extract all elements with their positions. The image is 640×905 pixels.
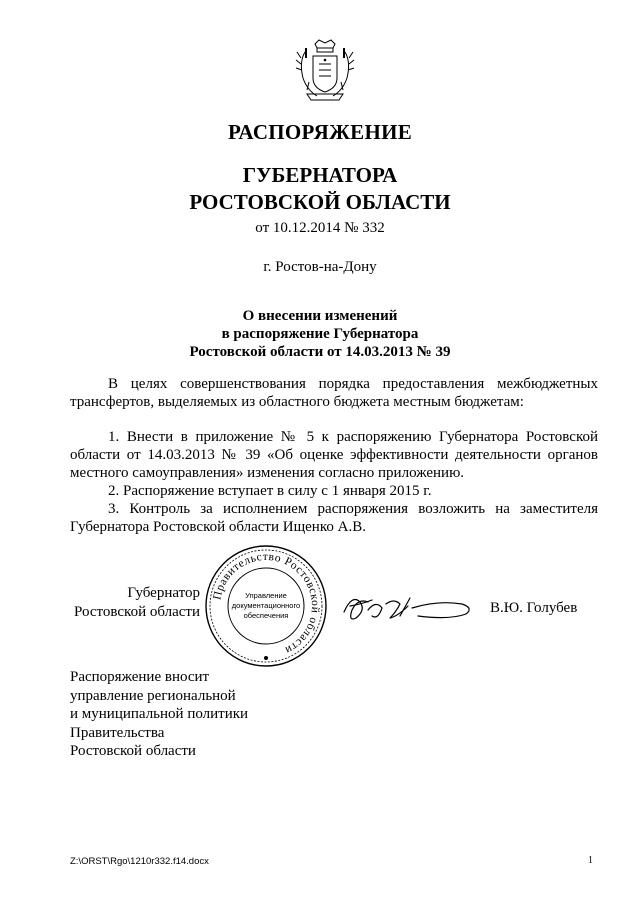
resolution-item: 1. Внести в приложение № 5 к распоряжению Губернатора Ростовской области от 14.03.2013 № 39 «Об оценке эффективности деятельности органов местного самоуправления» изменения согласно приложению. xyxy=(70,429,598,481)
issuer-title-line2: РОСТОВСКОЙ ОБЛАСТИ xyxy=(189,190,451,214)
resolution-item: 2. Распоряжение вступает в силу с 1 января 2015 г. xyxy=(108,483,432,499)
official-stamp xyxy=(202,542,330,670)
stamp-inner-line2: документационного xyxy=(231,601,301,610)
handwritten-signature xyxy=(338,580,478,632)
subject-line2: в распоряжение Губернатора xyxy=(221,326,419,342)
submitted-by-note xyxy=(70,668,248,761)
stamp-inner-line3: обеспечения xyxy=(243,611,289,620)
signatory-position-line1: Губернатор xyxy=(127,585,200,601)
signatory-position xyxy=(70,584,200,622)
document-subject xyxy=(0,307,640,361)
document-city: г. Ростов-на-Дону xyxy=(263,259,377,275)
note-line: управление региональной xyxy=(70,687,236,704)
resolution-item: 3. Контроль за исполнением распоряжения возложить на заместителя Губернатора Ростовской области Ищенко А.В. xyxy=(70,501,598,535)
note-line: Распоряжение вносит xyxy=(70,669,210,685)
document-date-number: от 10.12.2014 № 332 xyxy=(255,220,385,236)
issuer-title xyxy=(0,162,640,216)
signatory-name: В.Ю. Голубев xyxy=(490,600,578,616)
note-line: и муниципальной политики xyxy=(70,706,249,722)
page-number: 1 xyxy=(588,855,593,866)
subject-line1: О внесении изменений xyxy=(242,308,398,324)
stamp-ring-text: Правительство Ростовской области xyxy=(211,550,322,657)
stamp-inner-line1: Управление xyxy=(245,591,287,600)
document-type-title: РАСПОРЯЖЕНИЕ xyxy=(227,120,413,144)
signatory-position-line2: Ростовской области xyxy=(74,604,200,620)
issuer-title-line1: ГУБЕРНАТОРА xyxy=(242,163,398,187)
intro-paragraph: В целях совершенствования порядка предоставления межбюджетных трансфертов, выделяемых из областного бюджета местным бюджетам: xyxy=(70,376,598,410)
subject-line3: Ростовской области от 14.03.2013 № 39 xyxy=(189,344,451,360)
note-line: Ростовской области xyxy=(70,743,196,759)
note-line: Правительства xyxy=(70,724,165,741)
resolution-items xyxy=(70,428,598,536)
file-path: Z:\ORST\Rgo\1210r332.f14.docx xyxy=(70,856,209,867)
coat-of-arms-icon xyxy=(293,38,357,104)
